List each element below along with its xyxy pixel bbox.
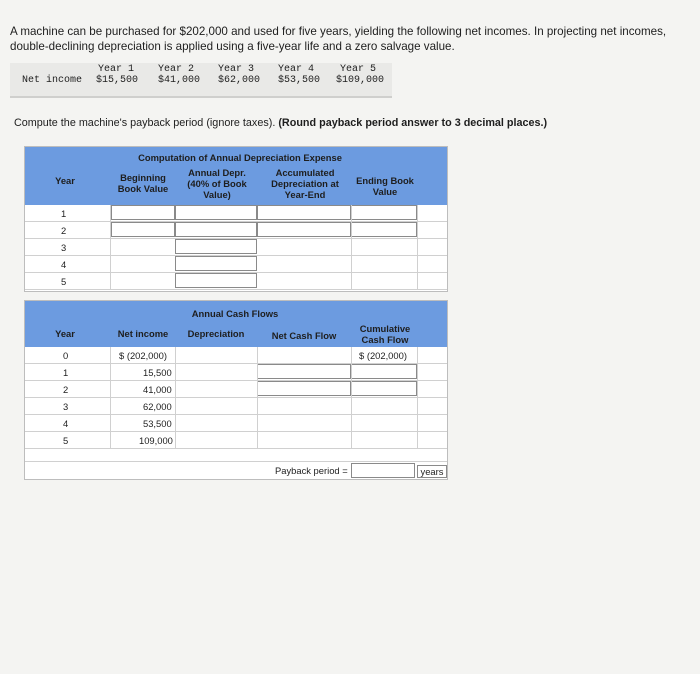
ending-book-value-input[interactable] [351, 222, 417, 237]
net-income-column-header: Net income [117, 328, 169, 339]
accumulated-depreciation-header: Accumulated Depreciation at Year-End [271, 167, 339, 200]
year-cell: 0 [63, 350, 69, 361]
cumulative-cash-flow-cell: $ (202,000) [359, 350, 407, 361]
year-column-header: Year [55, 328, 75, 339]
year-cell: 1 [63, 367, 69, 378]
table-row [25, 398, 447, 415]
prompt-rounding-note: (Round payback period answer to 3 decimal places.) [278, 117, 548, 129]
annual-depreciation-input[interactable] [175, 205, 257, 220]
annual-depreciation-input[interactable] [175, 273, 257, 288]
year-header: Year 4 [278, 64, 315, 75]
prompt-text: Compute the machine's payback period (ignore taxes). [14, 117, 279, 129]
year-cell: 4 [63, 418, 69, 429]
net-income-cell: $ (202,000) [119, 350, 167, 361]
column-divider [110, 347, 111, 449]
payback-unit-label: years [417, 465, 447, 478]
beginning-book-value-input[interactable] [111, 205, 175, 220]
cash-flow-table [24, 300, 448, 480]
column-divider [175, 347, 176, 449]
net-income-value: $62,000 [218, 75, 261, 86]
table-row [25, 222, 447, 239]
depreciation-table-title: Computation of Annual Depreciation Expense [138, 152, 342, 163]
net-income-value: $53,500 [278, 75, 321, 86]
net-income-table [10, 63, 392, 96]
column-divider [257, 347, 258, 449]
beginning-book-value-input[interactable] [111, 222, 175, 237]
beginning-book-value-header: Beginning Book Value [117, 172, 169, 194]
cumulative-cash-flow-input[interactable] [351, 364, 417, 379]
depreciation-table [24, 146, 448, 292]
net-income-cell: 15,500 [143, 367, 172, 378]
year-header: Year 2 [158, 64, 195, 75]
cumulative-cash-flow-header: Cumulative Cash Flow [359, 323, 411, 345]
table-row [25, 256, 447, 273]
payback-period-label: Payback period = [275, 465, 348, 476]
net-income-value: $15,500 [96, 75, 139, 86]
table-row [25, 432, 447, 449]
column-divider [417, 205, 418, 290]
year-cell: 2 [61, 225, 67, 236]
question-prompt [14, 117, 547, 129]
net-income-value: $41,000 [158, 75, 201, 86]
column-divider [417, 347, 418, 449]
net-income-value: $109,000 [336, 75, 385, 86]
annual-depreciation-input[interactable] [175, 256, 257, 271]
table-row [25, 239, 447, 256]
accumulated-depreciation-input[interactable] [257, 205, 351, 220]
annual-depreciation-input[interactable] [175, 222, 257, 237]
net-cash-flow-column-header: Net Cash Flow [271, 330, 337, 341]
year-cell: 5 [63, 435, 69, 446]
table-row [25, 415, 447, 432]
net-cash-flow-input[interactable] [257, 364, 351, 379]
year-column-header: Year [55, 175, 75, 186]
column-divider [351, 205, 352, 290]
table-row [25, 364, 447, 381]
accumulated-depreciation-input[interactable] [257, 222, 351, 237]
year-cell: 3 [61, 242, 67, 253]
payback-period-input[interactable] [351, 463, 415, 478]
year-cell: 5 [61, 276, 67, 287]
column-divider [351, 347, 352, 449]
table-row [25, 273, 447, 290]
problem-statement: A machine can be purchased for $202,000 and used for five years, yielding the following net incomes. In projecting net incomes, double-declining depreciation is applied using a five-year life and a zero salvage value. [10, 25, 667, 53]
table-row [25, 347, 447, 364]
annual-depreciation-header: Annual Depr. (40% of Book Value) [187, 167, 247, 200]
year-cell: 3 [63, 401, 69, 412]
net-cash-flow-input[interactable] [257, 381, 351, 396]
year-cell: 2 [63, 384, 69, 395]
ending-book-value-header: Ending Book Value [356, 175, 414, 197]
column-divider [110, 205, 111, 290]
year-cell: 1 [61, 208, 67, 219]
net-income-row-label: Net income [22, 75, 83, 86]
net-income-cell: 109,000 [139, 435, 173, 446]
net-income-cell: 41,000 [143, 384, 172, 395]
year-header: Year 3 [218, 64, 255, 75]
table-row [25, 381, 447, 398]
table-row [25, 205, 447, 222]
payback-row [25, 461, 447, 479]
annual-depreciation-input[interactable] [175, 239, 257, 254]
net-income-cell: 53,500 [143, 418, 172, 429]
cash-flow-table-title: Annual Cash Flows [191, 308, 279, 319]
depreciation-column-header: Depreciation [187, 328, 245, 339]
cumulative-cash-flow-input[interactable] [351, 381, 417, 396]
year-cell: 4 [61, 259, 67, 270]
ending-book-value-input[interactable] [351, 205, 417, 220]
year-header: Year 1 [98, 64, 135, 75]
net-income-cell: 62,000 [143, 401, 172, 412]
year-header: Year 5 [340, 64, 377, 75]
